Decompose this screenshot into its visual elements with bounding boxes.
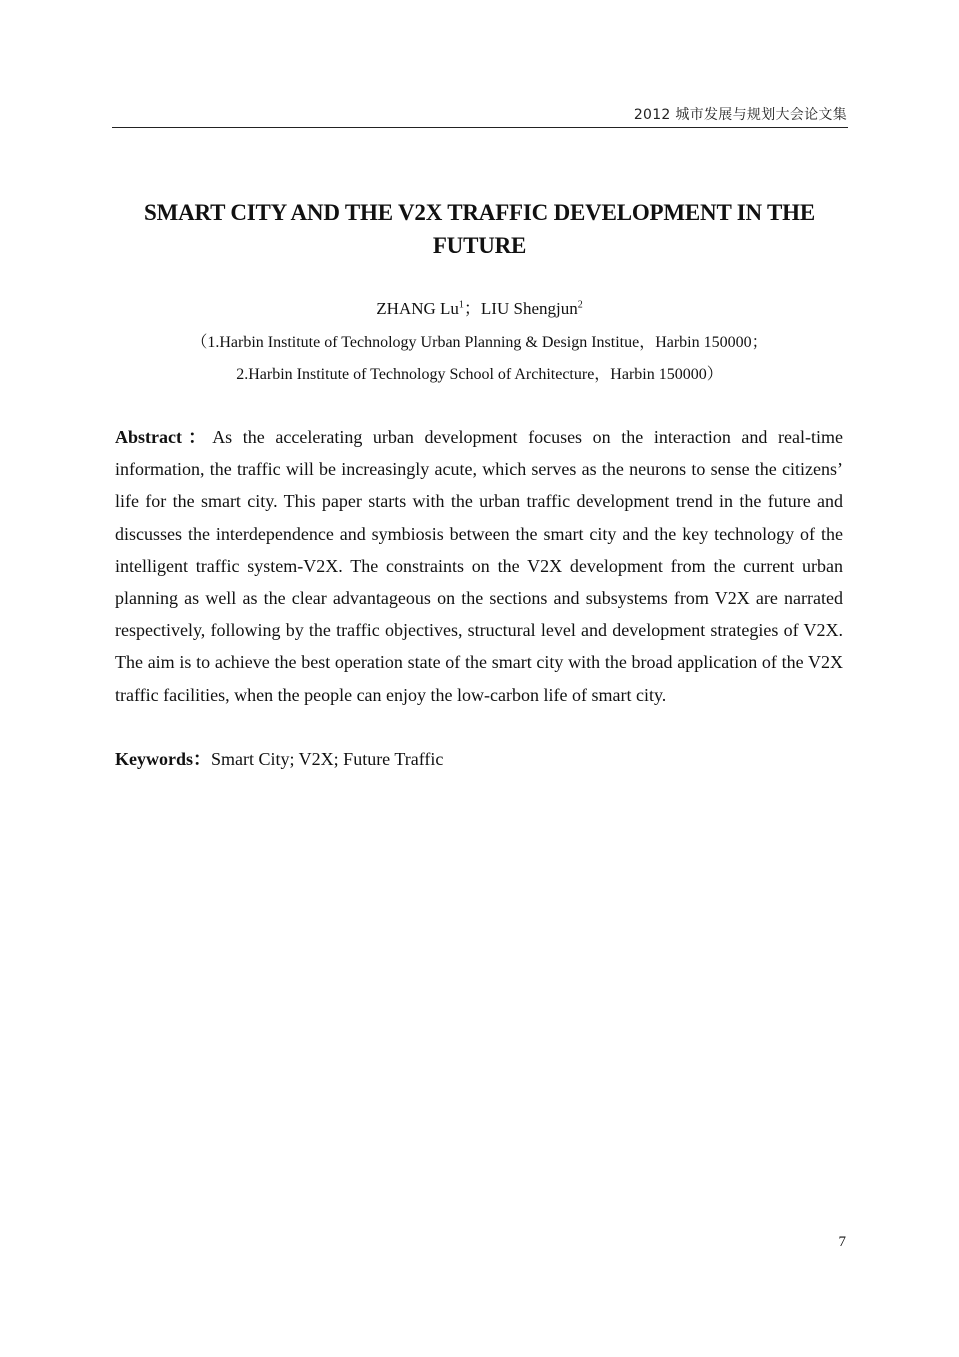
author-1-superscript: 1 bbox=[458, 299, 464, 311]
header-rule bbox=[112, 127, 848, 128]
paper-title: SMART CITY AND THE V2X TRAFFIC DEVELOPMENT IN THE FUTURE bbox=[143, 200, 815, 258]
keywords-label: Keywords： bbox=[115, 749, 211, 769]
abstract-text: As the accelerating urban development focuses on the interaction and real-time information, the traffic will be increasingly acute, which serves as the neurons to sense the citizens’ life for the smart city. This paper starts with the urban traffic development trend in the future and discusses the interdependence and symbiosis between the smart city and the key technology of the intelligent traffic system-V2X. The constraints on the V2X development from the current urban planning as well as the clear advantageous on the sections and subsystems from V2X are narrated respectively, following by the traffic objectives, structural level and development strategies of V2X. The aim is to achieve the best operation state of the smart city with the broad application of the V2X traffic facilities, when the people can enjoy the low-carbon life of smart city. bbox=[115, 427, 843, 705]
keywords-text: Smart City; V2X; Future Traffic bbox=[211, 749, 444, 769]
abstract-paragraph bbox=[115, 421, 843, 711]
abstract-label: Abstract： bbox=[115, 427, 213, 447]
author-1-name: ZHANG Lu bbox=[376, 299, 459, 318]
keywords-line bbox=[115, 743, 843, 775]
author-separator: ； bbox=[463, 299, 481, 318]
affiliation-1: （1.Harbin Institute of Technology Urban Planning & Design Institue，Harbin 150000； bbox=[191, 334, 768, 351]
author-2-superscript: 2 bbox=[577, 299, 583, 311]
affiliation-2: 2.Harbin Institute of Technology School of Architecture，Harbin 150000） bbox=[236, 366, 723, 383]
author-line bbox=[112, 294, 847, 319]
author-2-name: LIU Shengjun bbox=[480, 299, 578, 318]
running-header: 2012 城市发展与规划大会论文集 bbox=[633, 107, 847, 123]
page-number: 7 bbox=[838, 1234, 846, 1250]
